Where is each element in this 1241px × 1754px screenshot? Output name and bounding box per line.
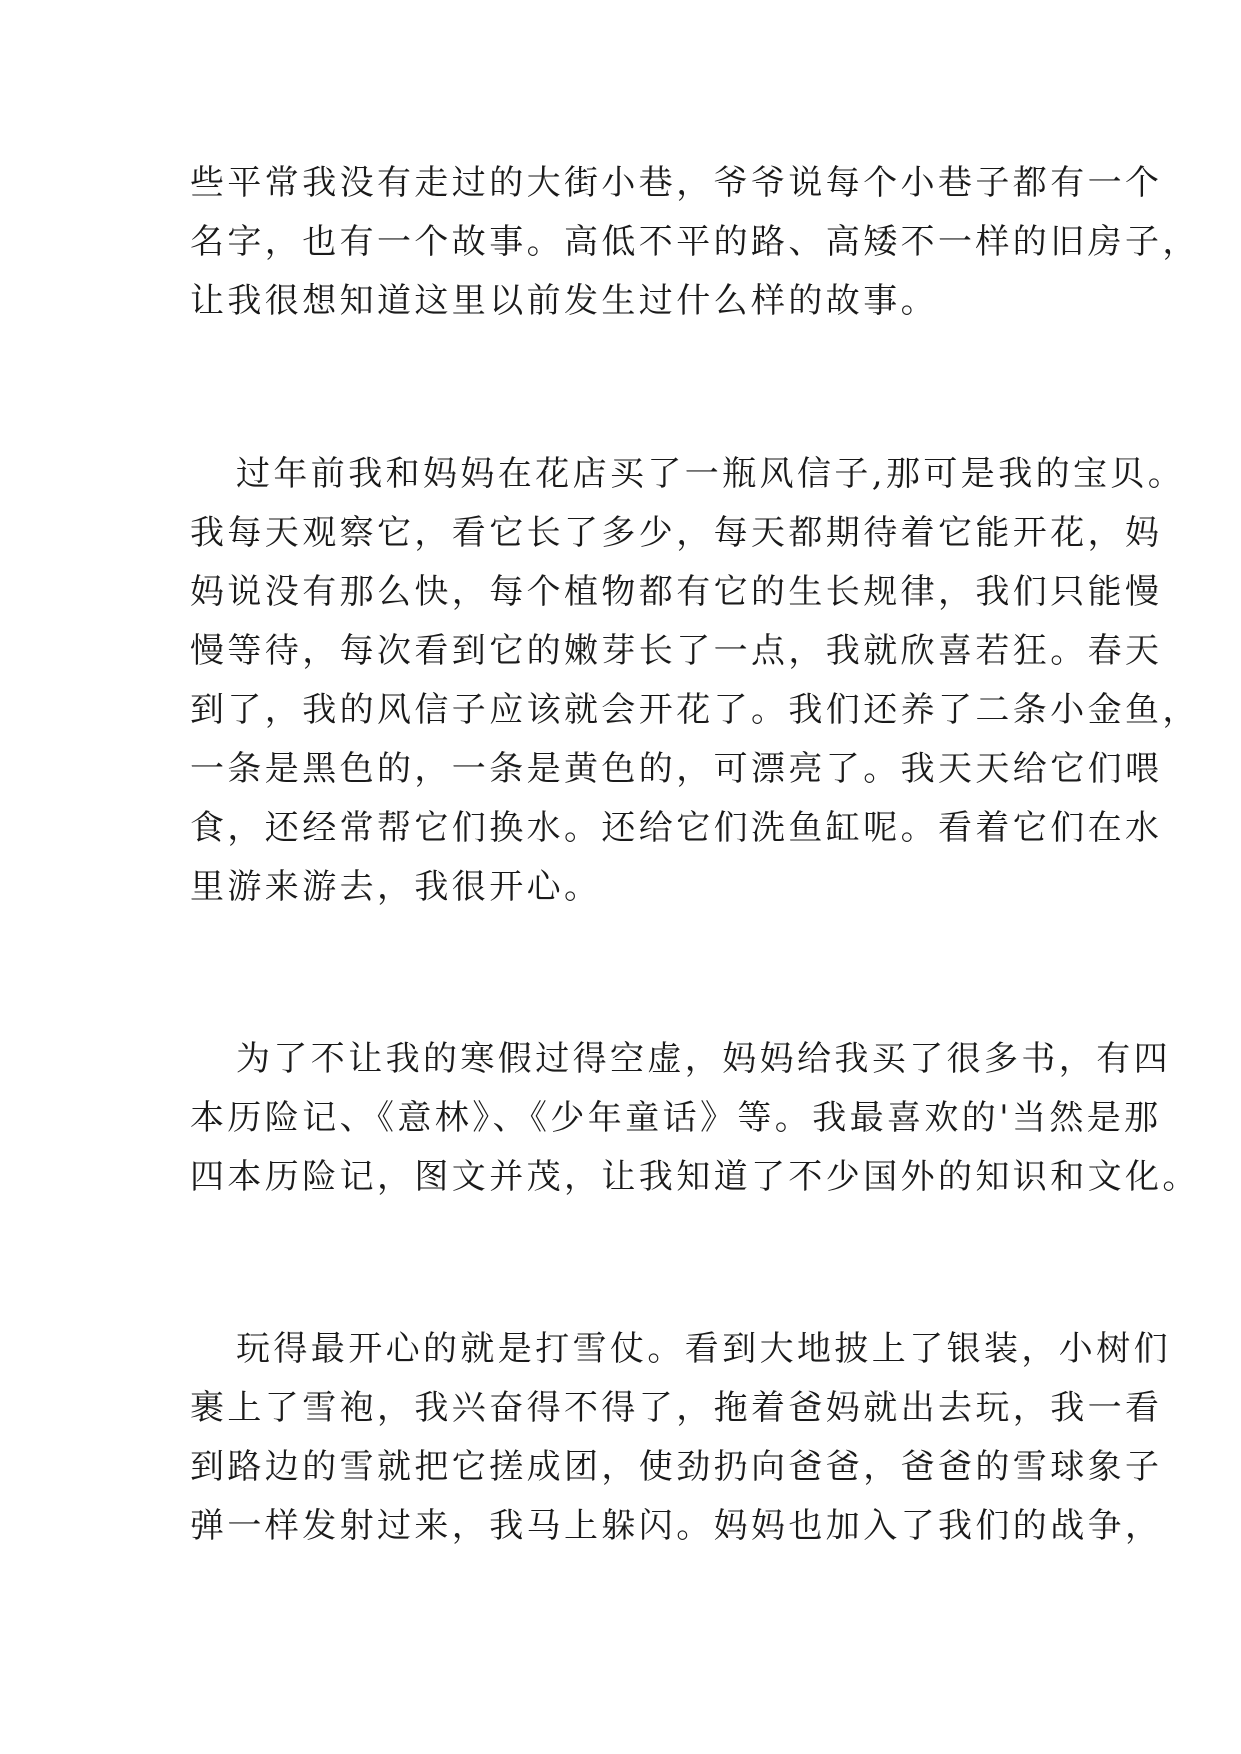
paragraph-line: 到了，我的风信子应该就会开花了。我们还养了二条小金鱼， [190, 690, 1200, 730]
paragraph-line: 里游来游去，我很开心。 [190, 867, 602, 907]
paragraph-line: 到路边的雪就把它搓成团，使劲扔向爸爸，爸爸的雪球象子 [190, 1447, 1163, 1487]
paragraph-3 [190, 1030, 1200, 1207]
paragraph-line: 玩得最开心的就是打雪仗。看到大地披上了银装，小树们 [236, 1329, 1171, 1369]
paragraph-line: 让我很想知道这里以前发生过什么样的故事。 [190, 281, 938, 321]
paragraph-1 [190, 154, 1200, 331]
paragraph-line: 四本历险记，图文并茂，让我知道了不少国外的知识和文化。 [190, 1157, 1200, 1197]
paragraph-line: 名字，也有一个故事。高低不平的路、高矮不一样的旧房子， [190, 222, 1200, 262]
paragraph-2 [190, 445, 1200, 917]
paragraph-line: 慢等待，每次看到它的嫩芽长了一点，我就欣喜若狂。春天 [190, 631, 1163, 671]
paragraph-line: 本历险记、《意林》、《少年童话》等。我最喜欢的'当然是那 [190, 1098, 1162, 1138]
paragraph-line: 些平常我没有走过的大街小巷，爷爷说每个小巷子都有一个 [190, 163, 1163, 203]
paragraph-line: 一条是黑色的，一条是黄色的，可漂亮了。我天天给它们喂 [190, 749, 1163, 789]
paragraph-line: 为了不让我的寒假过得空虚，妈妈给我买了很多书，有四 [236, 1039, 1171, 1079]
paragraph-line: 食，还经常帮它们换水。还给它们洗鱼缸呢。看着它们在水 [190, 808, 1163, 848]
paragraph-line: 妈说没有那么快，每个植物都有它的生长规律，我们只能慢 [190, 572, 1163, 612]
paragraph-line: 我每天观察它，看它长了多少，每天都期待着它能开花，妈 [190, 513, 1163, 553]
paragraph-4 [190, 1320, 1171, 1556]
paragraph-line: 弹一样发射过来，我马上躲闪。妈妈也加入了我们的战争， [190, 1506, 1163, 1546]
paragraph-line: 过年前我和妈妈在花店买了一瓶风信子,那可是我的宝贝。 [236, 454, 1186, 494]
paragraph-line: 裹上了雪袍，我兴奋得不得了，拖着爸妈就出去玩，我一看 [190, 1388, 1163, 1428]
